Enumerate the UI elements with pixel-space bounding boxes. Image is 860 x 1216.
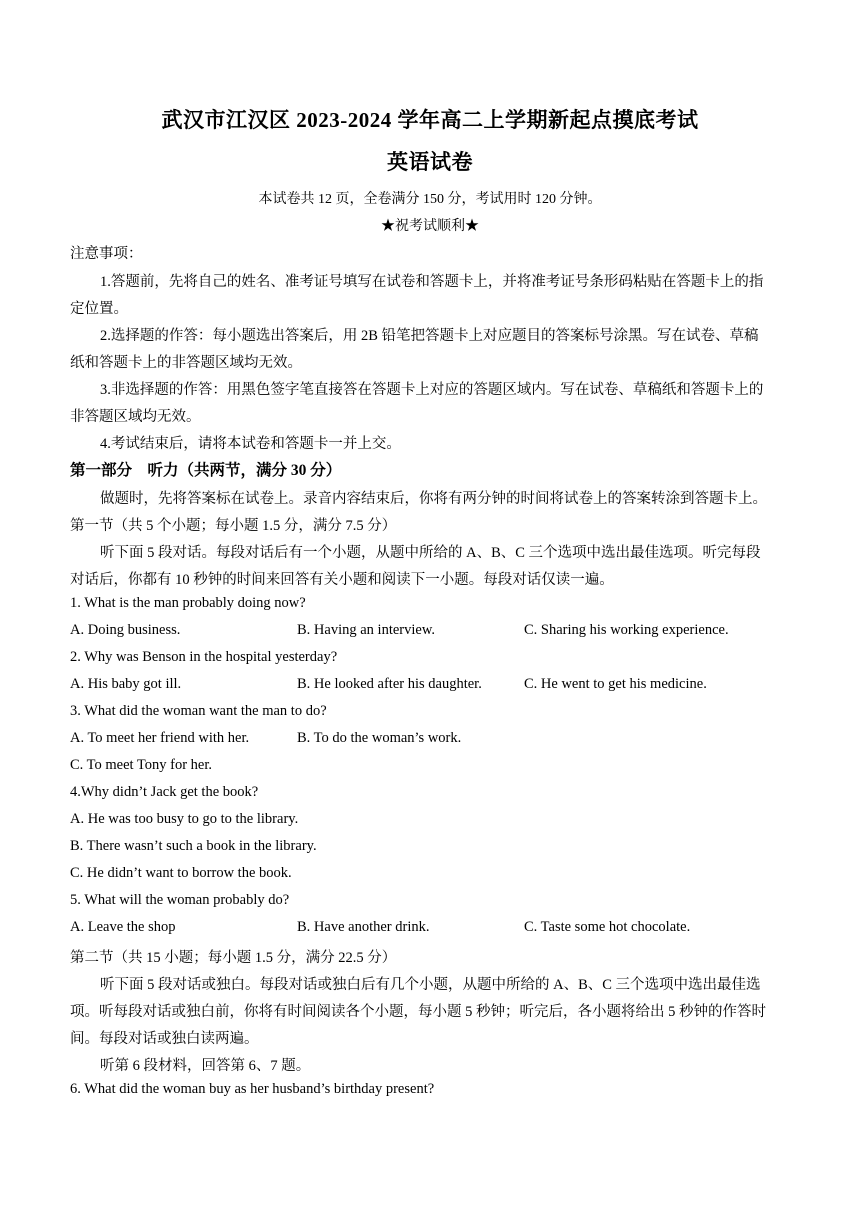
section-2-instructions-line-1: 听下面 5 段对话或独白。每段对话或独白后有几个小题，从题中所给的 A、B、C 三个选项中选出最佳选 [100, 977, 761, 993]
part-1-intro: 做题时，先将答案标在试卷上。录音内容结束后，你将有两分钟的时间将试卷上的答案转涂到答题卡上。 [100, 491, 767, 507]
good-luck-line: ★祝考试顺利★ [381, 219, 479, 234]
question-4: 4.Why didn’t Jack get the book? [70, 784, 259, 800]
question-2: 2. Why was Benson in the hospital yesterday? [70, 649, 338, 665]
question-3-option-a: A. To meet her friend with her. [70, 730, 250, 746]
question-2-option-c: C. He went to get his medicine. [524, 676, 707, 692]
question-1: 1. What is the man probably doing now? [70, 595, 306, 611]
section-1-instructions-line-1: 听下面 5 段对话。每段对话后有一个小题，从题中所给的 A、B、C 三个选项中选出最佳选项。听完每段 [100, 545, 761, 561]
notes-heading: 注意事项： [70, 246, 143, 262]
question-3-option-c: C. To meet Tony for her. [70, 757, 213, 773]
question-1-option-c: C. Sharing his working experience. [524, 622, 729, 638]
question-1-option-b: B. Having an interview. [297, 622, 435, 638]
note-2-line-2: 纸和答题卡上的非答题区域均无效。 [70, 355, 302, 371]
question-5-option-b: B. Have another drink. [297, 919, 430, 935]
question-5: 5. What will the woman probably do? [70, 892, 290, 908]
question-1-option-a: A. Doing business. [70, 622, 181, 638]
question-3-option-b: B. To do the woman’s work. [297, 730, 462, 746]
material-6-instruction: 听第 6 段材料，回答第 6、7 题。 [100, 1058, 311, 1074]
question-3: 3. What did the woman want the man to do? [70, 703, 327, 719]
section-1-instructions-line-2: 对话后，你都有 10 秒钟的时间来回答有关小题和阅读下一小题。每段对话仅读一遍。 [70, 572, 614, 588]
question-4-option-a: A. He was too busy to go to the library. [70, 811, 299, 827]
note-2-line-1: 2.选择题的作答：每小题选出答案后，用 2B 铅笔把答题卡上对应题目的答案标号涂黑。写在试卷、草稿 [100, 328, 759, 344]
note-4: 4.考试结束后，请将本试卷和答题卡一并上交。 [100, 436, 401, 452]
note-3-line-2: 非答题区域均无效。 [70, 409, 201, 425]
note-1-line-1: 1.答题前，先将自己的姓名、准考证号填写在试卷和答题卡上，并将准考证号条形码粘贴在答题卡上的指 [100, 274, 764, 290]
question-6: 6. What did the woman buy as her husband’s birthday present? [70, 1081, 435, 1097]
section-2-instructions-line-3: 间。每段对话或独白读两遍。 [70, 1031, 259, 1047]
question-4-option-b: B. There wasn’t such a book in the library. [70, 838, 317, 854]
section-2-instructions-line-2: 项。听每段对话或独白前，你将有时间阅读各个小题，每小题 5 秒钟；听完后，各小题将给出 5 秒钟的作答时 [70, 1004, 766, 1020]
question-5-option-a: A. Leave the shop [70, 919, 176, 935]
exam-subject-title: 英语试卷 [387, 150, 473, 174]
section-1-heading: 第一节（共 5 个小题；每小题 1.5 分，满分 7.5 分） [70, 518, 397, 534]
section-2-heading: 第二节（共 15 小题；每小题 1.5 分，满分 22.5 分） [70, 950, 397, 966]
exam-info: 本试卷共 12 页，全卷满分 150 分，考试用时 120 分钟。 [258, 192, 602, 207]
question-4-option-c: C. He didn’t want to borrow the book. [70, 865, 292, 881]
exam-title: 武汉市江汉区 2023-2024 学年高二上学期新起点摸底考试 [161, 108, 699, 132]
question-2-option-a: A. His baby got ill. [70, 676, 182, 692]
question-2-option-b: B. He looked after his daughter. [297, 676, 482, 692]
question-5-option-c: C. Taste some hot chocolate. [524, 919, 691, 935]
part-1-heading: 第一部分 听力（共两节，满分 30 分） [70, 462, 342, 479]
note-3-line-1: 3.非选择题的作答：用黑色签字笔直接答在答题卡上对应的答题区域内。写在试卷、草稿纸和答题卡上的 [100, 382, 764, 398]
note-1-line-2: 定位置。 [70, 301, 128, 317]
